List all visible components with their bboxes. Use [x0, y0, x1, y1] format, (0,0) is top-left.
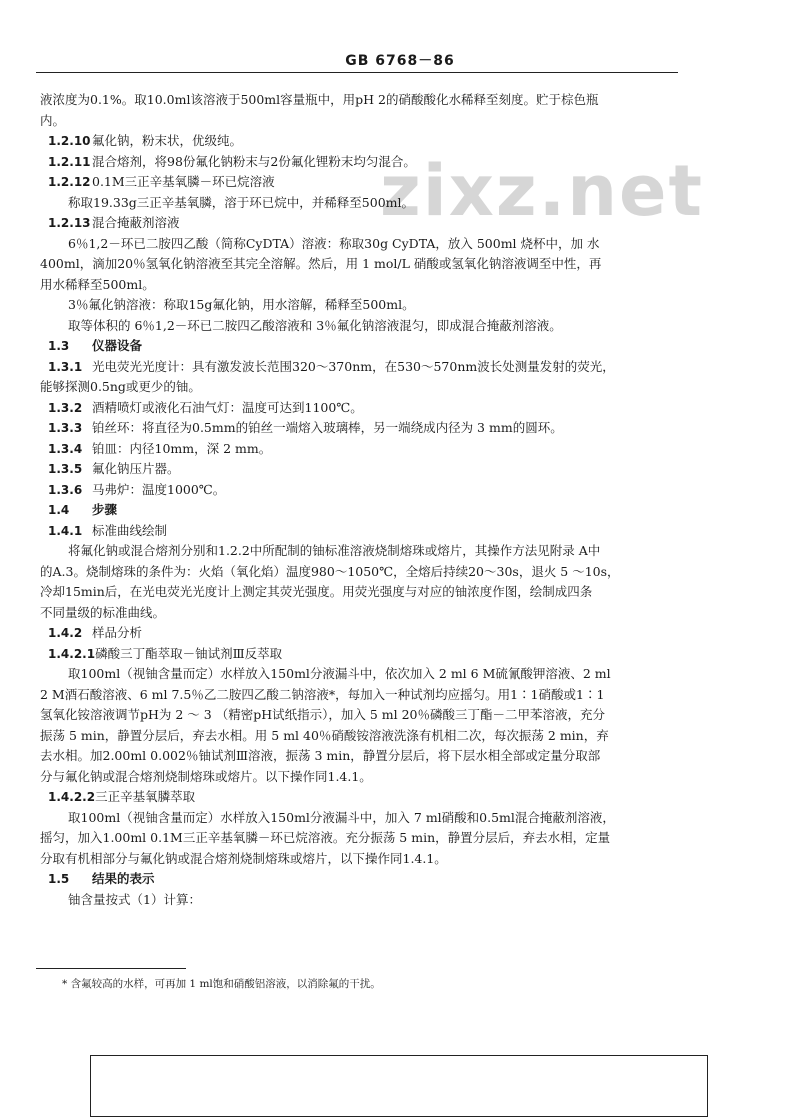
- line-text: 铂丝环：将直径为0.5mm的铂丝一端熔入玻璃棒，另一端绕成内径为 3 mm的圆环。: [92, 420, 563, 435]
- document-body: [40, 90, 680, 910]
- section-number: 1.3: [48, 339, 70, 353]
- footnote-rule: [36, 968, 186, 969]
- section-number: 1.4.2.1: [48, 646, 96, 661]
- text-line: [40, 111, 680, 132]
- section-number: 1.3.2: [48, 400, 83, 415]
- line-text: 氟化钠压片器。: [92, 461, 180, 476]
- section-number: 1.4.2.2: [48, 790, 96, 804]
- section-number: 1.3.1: [48, 359, 83, 374]
- watermark: zixz.net: [380, 150, 704, 232]
- text-line: [40, 603, 680, 624]
- line-text: 光电荧光光度计：具有激发波长范围320～370nm，在530～570nm波长处测量发射的荧光，: [92, 358, 615, 374]
- text-line: [40, 131, 680, 152]
- section-number: 1.4.2: [48, 626, 83, 640]
- text-line: [40, 849, 680, 870]
- text-line: [40, 664, 680, 685]
- line-text: 将氟化钠或混合熔剂分别和1.2.2中所配制的铀标准溶液烧制熔珠或熔片，其操作方法见附录 A中: [68, 543, 601, 558]
- line-text: 0.1M三正辛基氧膦－环已烷溶液: [92, 174, 275, 189]
- section-number: 1.4.1: [48, 523, 83, 538]
- line-text: 的A.3。烧制熔珠的条件为：火焰（氧化焰）温度980～1050℃，全熔后持续20～30s，退火 5 ～10s，: [40, 563, 620, 579]
- text-line: [40, 275, 680, 296]
- line-text: 结果的表示: [92, 871, 155, 886]
- line-text: 标准曲线绘制: [92, 522, 168, 538]
- line-text: 取100ml（视铀含量而定）水样放入150ml分液漏斗中，依次加入 2 ml 6 M硫氰酸钾溶液、2 ml: [68, 666, 611, 681]
- text-line: [40, 705, 680, 726]
- line-text: 三正辛基氧膦萃取: [95, 789, 196, 804]
- text-line: [40, 685, 680, 706]
- header-rule: [36, 72, 678, 73]
- line-text: 内。: [40, 112, 66, 128]
- text-line: [40, 623, 680, 644]
- line-text: 去水相。加2.00ml 0.002％铀试剂Ⅲ溶液，振荡 3 min，静置分层后，将下层水相全部或定量分取部: [40, 748, 601, 763]
- text-line: [40, 767, 680, 788]
- line-text: 分取有机相部分与氟化钠或混合熔剂烧制熔珠或熔片，以下操作同1.4.1。: [40, 850, 447, 866]
- line-text: 马弗炉：温度1000℃。: [92, 481, 226, 497]
- line-text: 称取19.33g三正辛基氧膦，溶于环已烷中，并稀释至500ml。: [68, 194, 414, 210]
- section-number: 1.2.12: [48, 175, 91, 189]
- text-line: [40, 377, 680, 398]
- line-text: 能够探测0.5ng或更少的铀。: [40, 379, 201, 394]
- text-line: [40, 213, 680, 234]
- line-text: 2 M酒石酸溶液、6 ml 7.5％乙二胺四乙酸二钠溶液*，每加入一种试剂均应摇匀。用1∶1硝酸或1∶1: [40, 686, 605, 702]
- line-text: 分与氟化钠或混合熔剂烧制熔珠或熔片。以下操作同1.4.1。: [40, 768, 372, 784]
- line-text: 氢氧化铵溶液调节pH为 2 ～ 3 （精密pH试纸指示），加入 5 ml 20％磷酸三丁酯－二甲苯溶液，充分: [40, 707, 605, 722]
- text-line: [40, 582, 680, 603]
- line-text: 液浓度为0.1%。取10.0ml该溶液于500ml容量瓶中，用pH 2的硝酸酸化水稀释至刻度。贮于棕色瓶: [40, 92, 599, 107]
- text-line: [40, 398, 680, 419]
- section-number: 1.3.3: [48, 421, 83, 435]
- text-line: [40, 787, 680, 808]
- line-text: 混合熔剂，将98份氟化钠粉末与2份氟化锂粉末均匀混合。: [92, 153, 416, 169]
- text-line: [40, 193, 680, 214]
- line-text: 振荡 5 min，静置分层后，弃去水相。用 5 ml 40％硝酸铵溶液洗涤有机相二次，每次振荡 2 min，弃: [40, 727, 609, 743]
- text-line: [40, 90, 680, 111]
- line-text: 用水稀释至500ml。: [40, 276, 155, 292]
- text-line: [40, 562, 680, 583]
- section-number: 1.4: [48, 503, 70, 517]
- line-text: 铀含量按式（1）计算：: [68, 891, 201, 907]
- text-line: [40, 357, 680, 378]
- line-text: 3％氟化钠溶液：称取15g氟化钠，用水溶解，稀释至500ml。: [68, 297, 415, 312]
- text-line: [40, 480, 680, 501]
- text-line: [40, 295, 680, 316]
- section-number: 1.3.6: [48, 482, 83, 497]
- text-line: [40, 439, 680, 460]
- text-line: [40, 869, 680, 890]
- line-text: 混合掩蔽剂溶液: [92, 215, 180, 230]
- text-line: [40, 254, 680, 275]
- text-line: [40, 890, 680, 911]
- line-text: 氟化钠，粉末状，优级纯。: [92, 133, 243, 148]
- document-header: GB 6768－86: [345, 53, 455, 69]
- section-number: 1.2.10: [48, 134, 91, 148]
- footnote: * 含氟较高的水样，可再加 1 ml饱和硝酸铝溶液，以消除氟的干扰。: [62, 978, 381, 990]
- text-line: [40, 316, 680, 337]
- text-line: [40, 234, 680, 255]
- text-line: [40, 746, 680, 767]
- line-text: 不同量级的标准曲线。: [40, 604, 166, 620]
- line-text: 摇匀，加入1.00ml 0.1M三正辛基氧膦－环已烷溶液。充分振荡 5 min，静置分层后，弃去水相，定量: [40, 830, 611, 845]
- text-line: [40, 644, 680, 665]
- line-text: 冷却15min后，在光电荧光光度计上测定其荧光强度。用荧光强度与对应的铀浓度作图，绘制成四条: [40, 584, 593, 599]
- line-text: 仪器设备: [92, 338, 143, 353]
- line-text: 样品分析: [92, 625, 143, 640]
- text-line: [40, 726, 680, 747]
- line-text: 6％1,2－环已二胺四乙酸（简称CyDTA）溶液：称取30g CyDTA，放入 500ml 烧杯中，加 水: [68, 235, 600, 251]
- text-line: [40, 521, 680, 542]
- text-line: [40, 459, 680, 480]
- text-line: [40, 172, 680, 193]
- line-text: 400ml，滴加20％氢氧化钠溶液至其完全溶解。然后，用 1 mol/L 硝酸或氢氧化钠溶液调至中性，再: [40, 256, 602, 271]
- section-number: 1.3.5: [48, 462, 83, 476]
- line-text: 取等体积的 6％1,2－环已二胺四乙酸溶液和 3％氟化钠溶液混匀，即成混合掩蔽剂溶液。: [68, 317, 562, 333]
- line-text: 取100ml（视铀含量而定）水样放入150ml分液漏斗中，加入 7 ml硝酸和0.5ml混合掩蔽剂溶液，: [68, 809, 615, 825]
- text-line: [40, 152, 680, 173]
- text-line: [40, 418, 680, 439]
- text-line: [40, 336, 680, 357]
- text-line: [40, 808, 680, 829]
- line-text: 酒精喷灯或液化石油气灯：温度可达到1100℃。: [92, 399, 363, 415]
- section-number: 1.2.11: [48, 154, 91, 169]
- section-number: 1.3.4: [48, 441, 83, 456]
- line-text: 步骤: [92, 502, 118, 517]
- line-text: 磷酸三丁酯萃取－铀试剂Ⅲ反萃取: [95, 645, 283, 661]
- section-number: 1.2.13: [48, 216, 91, 230]
- text-line: [40, 500, 680, 521]
- text-line: [40, 541, 680, 562]
- text-line: [40, 828, 680, 849]
- formula-frame: [90, 1055, 708, 1117]
- section-number: 1.5: [48, 872, 70, 886]
- line-text: 铂皿：内径10mm，深 2 mm。: [92, 440, 272, 456]
